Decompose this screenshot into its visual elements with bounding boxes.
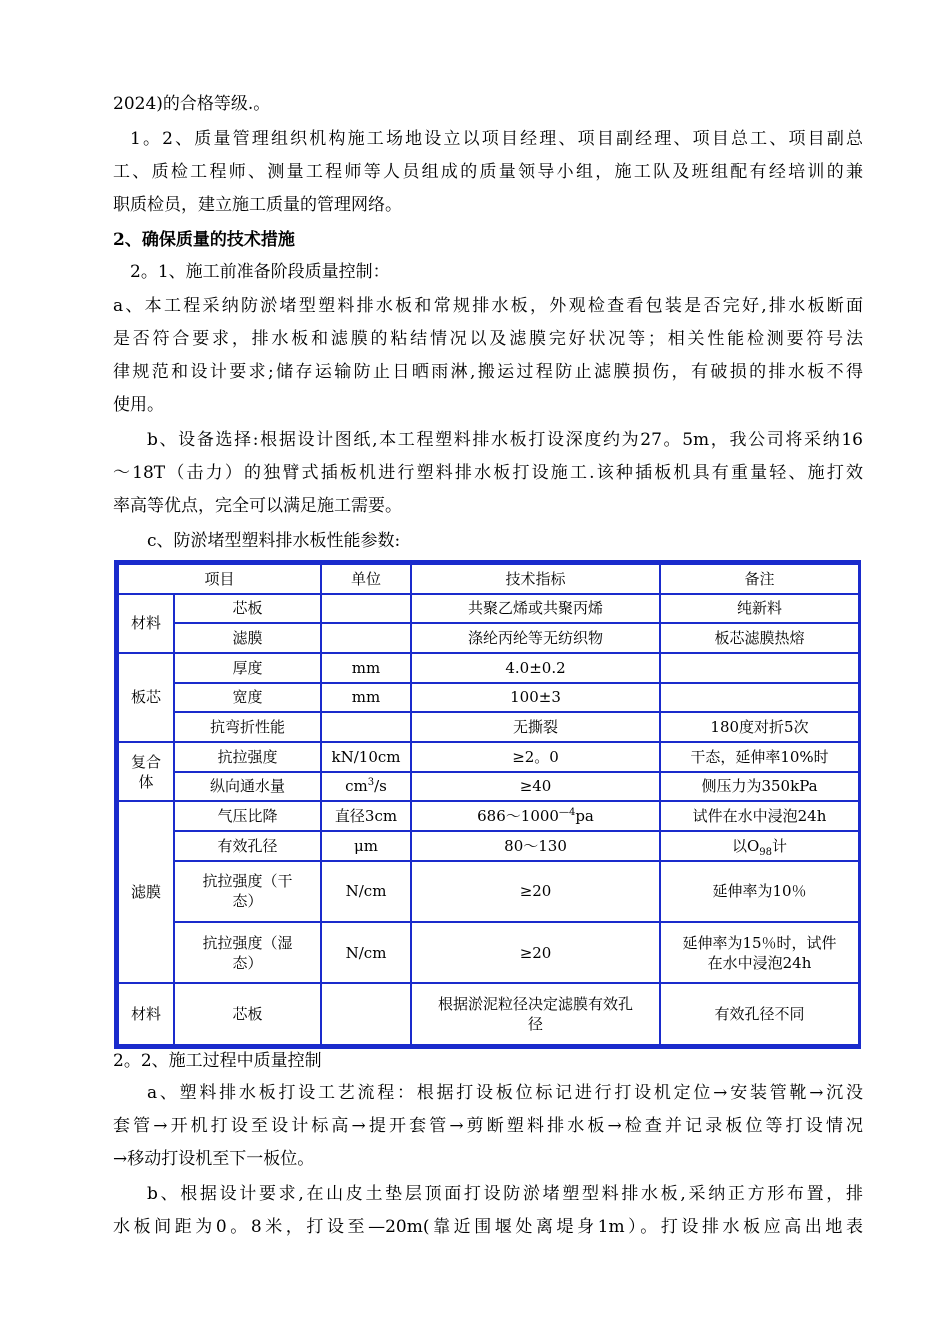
spec-table	[117, 563, 860, 1046]
header-item: 项目	[118, 564, 321, 594]
note-cell	[660, 922, 859, 983]
text-line: 职质检员，建立施工质量的管理网络。	[113, 195, 402, 215]
note-cell	[660, 683, 859, 713]
note-cell: 试件在水中浸泡24h	[660, 801, 859, 831]
note-cell: 有效孔径不同	[660, 983, 859, 1045]
table-row	[118, 594, 859, 624]
text-line: 1。2、质量管理组织机构施工场地设立以项目经理、项目副经理、项目总工、项目副总	[130, 129, 863, 149]
item-line: 抗拉强度（湿	[202, 933, 293, 952]
note-cell: 板芯滤膜热熔	[660, 623, 859, 653]
text-line: →移动打设机至下一板位。	[113, 1149, 315, 1169]
spec-cell: ≥20	[411, 861, 660, 922]
unit-cell	[321, 623, 411, 653]
header-spec: 技术指标	[411, 564, 660, 594]
unit-cell	[321, 772, 411, 802]
note-cell	[660, 653, 859, 683]
unit-cell	[321, 983, 411, 1045]
unit-cell	[321, 712, 411, 742]
unit-cell: N/cm	[321, 861, 411, 922]
unit-cell: kN/10cm	[321, 742, 411, 772]
table-row	[118, 831, 859, 861]
text-line: 水板间距为0。8米，打设至—20m(靠近围堰处离堤身1m）。打设排水板应高出地表	[113, 1217, 863, 1237]
group-cell: 板芯	[118, 653, 174, 742]
text-line: 律规范和设计要求;储存运输防止日晒雨淋,搬运过程防止滤膜损伤，有破损的排水板不得	[113, 362, 863, 382]
spec-cell	[411, 983, 660, 1045]
note-cell: 干态，延伸率10%时	[660, 742, 859, 772]
unit-cell: mm	[321, 653, 411, 683]
note-cell: 180度对折5次	[660, 712, 859, 742]
spec-cell: 共聚乙烯或共聚丙烯	[411, 594, 660, 624]
unit-base: cm	[345, 777, 368, 796]
note-line: 在水中浸泡24h	[707, 953, 812, 972]
table-row	[118, 983, 859, 1045]
table-caption: c、防淤堵型塑料排水板性能参数:	[147, 531, 401, 551]
spec-base: 686～1000	[477, 807, 559, 826]
spec-cell: 涤纶丙纶等无纺织物	[411, 623, 660, 653]
spec-superscript: —4	[558, 807, 576, 819]
text-line: 工、质检工程师、测量工程师等人员组成的质量领导小组，施工队及班组配有经培训的兼	[113, 162, 863, 182]
text-line: a、本工程采纳防淤堵型塑料排水板和常规排水板，外观检查看包装是否完好,排水板断面	[113, 296, 863, 316]
section-heading: 2、确保质量的技术措施	[113, 230, 295, 250]
note-cell: 侧压力为350kPa	[660, 772, 859, 802]
note-line: 延伸率为15％时，试件	[682, 933, 837, 952]
item-cell: 宽度	[174, 683, 321, 713]
note-cell: 纯新料	[660, 594, 859, 624]
item-cell: 厚度	[174, 653, 321, 683]
spec-line: 根据淤泥粒径决定滤膜有效孔	[438, 995, 634, 1014]
item-cell: 气压比降	[174, 801, 321, 831]
unit-cell: μm	[321, 831, 411, 861]
note-cell	[660, 831, 859, 861]
item-line: 抗拉强度（干	[202, 872, 293, 891]
table-row	[118, 683, 859, 713]
table-row	[118, 742, 859, 772]
table-row	[118, 861, 859, 922]
spec-cell	[411, 801, 660, 831]
item-cell	[174, 922, 321, 983]
item-cell	[174, 861, 321, 922]
subsection-heading: 2。2、施工过程中质量控制	[113, 1051, 322, 1071]
table-row	[118, 801, 859, 831]
group-label-line: 复合	[130, 752, 161, 771]
spec-cell: 80～130	[411, 831, 660, 861]
text-line: a、塑料排水板打设工艺流程：根据打设板位标记进行打设机定位→安装管靴→沉没	[147, 1083, 863, 1103]
item-cell: 纵向通水量	[174, 772, 321, 802]
text-line: 2024)的合格等级.。	[113, 94, 271, 114]
item-line: 态）	[232, 892, 263, 911]
note-cell: 延伸率为10％	[660, 861, 859, 922]
table-row	[118, 772, 859, 802]
text-line: b、根据设计要求,在山皮土垫层顶面打设防淤堵塑型料排水板,采纳正方形布置，排	[147, 1184, 863, 1204]
table-row	[118, 712, 859, 742]
unit-cell: mm	[321, 683, 411, 713]
item-cell: 有效孔径	[174, 831, 321, 861]
table-row	[118, 623, 859, 653]
spec-cell: ≥20	[411, 922, 660, 983]
header-note: 备注	[660, 564, 859, 594]
unit-superscript: 3	[367, 777, 375, 789]
unit-tail: /s	[374, 777, 387, 796]
item-line: 态）	[232, 953, 263, 972]
subsection-heading: 2。1、施工前准备阶段质量控制：	[130, 262, 390, 282]
table-header-row	[118, 564, 859, 594]
unit-cell: N/cm	[321, 922, 411, 983]
item-cell: 滤膜	[174, 623, 321, 653]
performance-table	[114, 560, 861, 1049]
item-cell: 芯板	[174, 594, 321, 624]
group-label-line: 体	[138, 772, 154, 791]
text-line: 使用。	[113, 395, 164, 415]
item-cell: 抗拉强度	[174, 742, 321, 772]
text-line: 是否符合要求，排水板和滤膜的粘结情况以及滤膜完好状况等；相关性能检测要符号法	[113, 329, 863, 349]
header-unit: 单位	[321, 564, 411, 594]
group-cell: 材料	[118, 983, 174, 1045]
spec-line: 径	[528, 1015, 544, 1034]
text-line: 套管→开机打设至设计标高→提开套管→剪断塑料排水板→检查并记录板位等打设情况	[113, 1116, 863, 1136]
item-cell: 抗弯折性能	[174, 712, 321, 742]
note-base: 以O	[731, 836, 760, 855]
group-cell	[118, 742, 174, 801]
text-line: b、设备选择:根据设计图纸,本工程塑料排水板打设深度约为27。5m，我公司将采纳16	[147, 430, 863, 450]
group-cell: 材料	[118, 594, 174, 653]
table-row	[118, 653, 859, 683]
spec-tail: pa	[575, 807, 594, 826]
unit-cell	[321, 594, 411, 624]
text-line: 率高等优点，完全可以满足施工需要。	[113, 496, 402, 516]
spec-cell: 100±3	[411, 683, 660, 713]
spec-cell: ≥2。0	[411, 742, 660, 772]
spec-cell: 4.0±0.2	[411, 653, 660, 683]
note-subscript: 98	[759, 846, 773, 858]
spec-cell: 无撕裂	[411, 712, 660, 742]
spec-cell: ≥40	[411, 772, 660, 802]
table-row	[118, 922, 859, 983]
item-cell: 芯板	[174, 983, 321, 1045]
group-cell: 滤膜	[118, 801, 174, 983]
unit-cell: 直径3cm	[321, 801, 411, 831]
text-line: ～18T（击力）的独臂式插板机进行塑料排水板打设施工.该种插板机具有重量轻、施打效	[113, 463, 863, 483]
note-tail: 计	[772, 836, 788, 855]
